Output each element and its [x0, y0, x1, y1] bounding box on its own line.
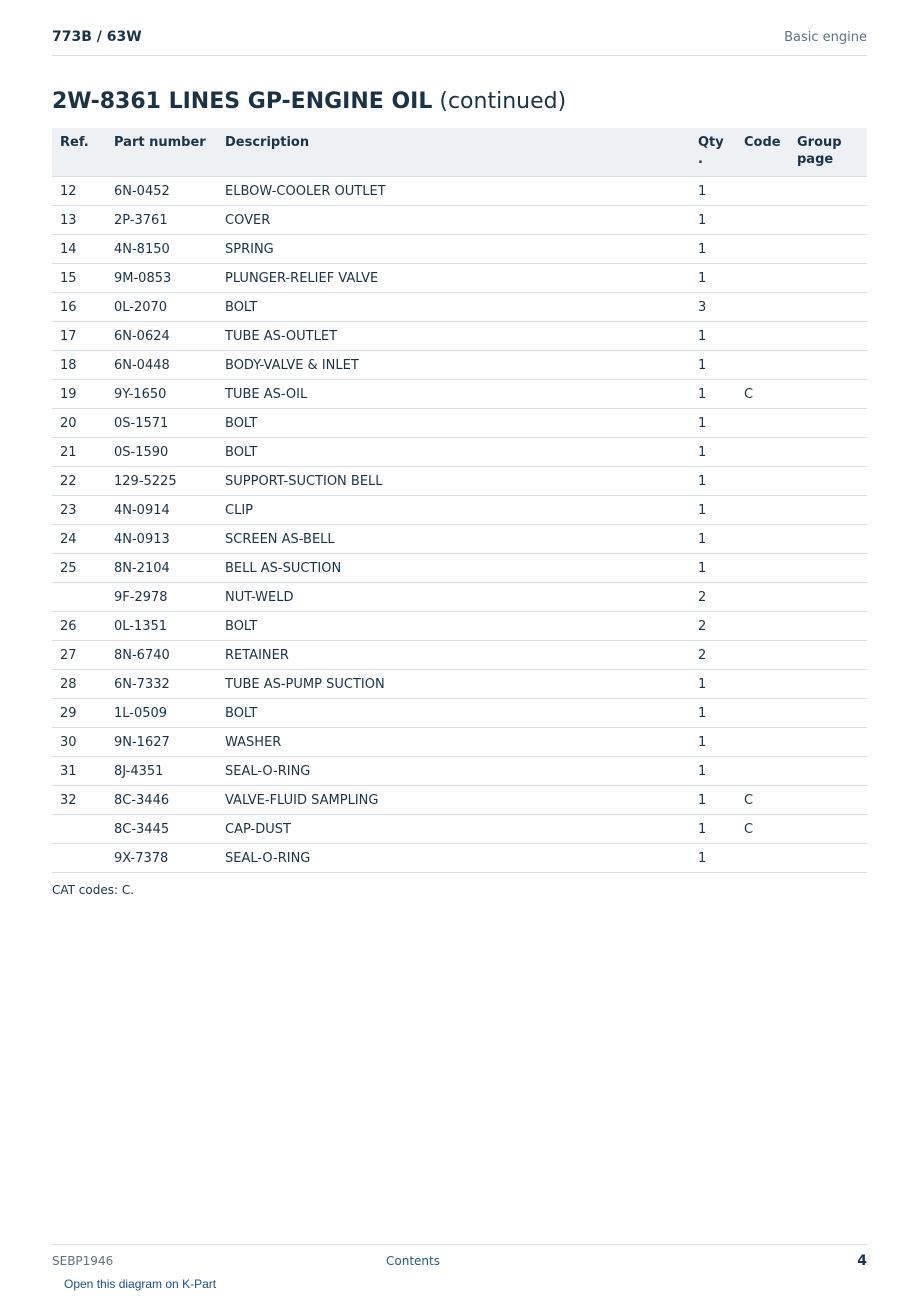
table-row [52, 235, 867, 264]
cell-group-page [789, 844, 867, 873]
cell-qty: 1 [690, 786, 736, 815]
cell-part-number: 0S-1590 [106, 438, 217, 467]
cell-code: C [736, 815, 789, 844]
cell-ref: 15 [52, 264, 106, 293]
table-row [52, 496, 867, 525]
cell-qty: 1 [690, 264, 736, 293]
cell-description: BODY-VALVE & INLET [217, 351, 690, 380]
cell-qty: 1 [690, 670, 736, 699]
cell-part-number: 6N-0624 [106, 322, 217, 351]
cell-qty: 2 [690, 641, 736, 670]
table-row [52, 554, 867, 583]
cell-ref: 23 [52, 496, 106, 525]
table-row [52, 409, 867, 438]
cell-ref: 21 [52, 438, 106, 467]
cell-group-page [789, 583, 867, 612]
cell-description: BOLT [217, 699, 690, 728]
table-row [52, 351, 867, 380]
cell-qty: 1 [690, 844, 736, 873]
cell-qty: 1 [690, 380, 736, 409]
cell-ref: 18 [52, 351, 106, 380]
cell-group-page [789, 496, 867, 525]
cell-description: BOLT [217, 612, 690, 641]
cell-group-page [789, 293, 867, 322]
cell-code [736, 525, 789, 554]
cell-part-number: 6N-0448 [106, 351, 217, 380]
table-body [52, 177, 867, 873]
cell-ref [52, 583, 106, 612]
cell-description: ELBOW-COOLER OUTLET [217, 177, 690, 206]
cell-group-page [789, 757, 867, 786]
cell-code [736, 844, 789, 873]
cell-group-page [789, 728, 867, 757]
column-header-description: Description [217, 128, 690, 177]
model-label: 773B / 63W [52, 29, 142, 45]
cell-qty: 1 [690, 177, 736, 206]
title-suffix: (continued) [439, 89, 567, 114]
cell-qty: 1 [690, 525, 736, 554]
cell-qty: 1 [690, 467, 736, 496]
cell-part-number: 6N-7332 [106, 670, 217, 699]
cell-ref: 28 [52, 670, 106, 699]
title-part: 2W-8361 LINES GP-ENGINE OIL [52, 89, 433, 114]
cell-ref: 20 [52, 409, 106, 438]
table-header-row [52, 128, 867, 177]
cell-group-page [789, 177, 867, 206]
table-row [52, 641, 867, 670]
cell-ref: 32 [52, 786, 106, 815]
cell-description: CAP-DUST [217, 815, 690, 844]
cell-group-page [789, 380, 867, 409]
cell-description: SEAL-O-RING [217, 757, 690, 786]
cell-description: SUPPORT-SUCTION BELL [217, 467, 690, 496]
cell-ref [52, 815, 106, 844]
table-row [52, 293, 867, 322]
cell-group-page [789, 322, 867, 351]
cell-ref: 13 [52, 206, 106, 235]
cell-description: WASHER [217, 728, 690, 757]
cell-code [736, 235, 789, 264]
cell-ref: 31 [52, 757, 106, 786]
cell-ref: 12 [52, 177, 106, 206]
cell-ref: 22 [52, 467, 106, 496]
cell-description: SPRING [217, 235, 690, 264]
contents-link[interactable]: Contents [386, 1254, 440, 1268]
cell-code [736, 757, 789, 786]
cell-code [736, 467, 789, 496]
cell-description: BOLT [217, 409, 690, 438]
cell-part-number: 8N-2104 [106, 554, 217, 583]
cell-code [736, 177, 789, 206]
cell-qty: 1 [690, 206, 736, 235]
cell-group-page [789, 264, 867, 293]
cell-part-number: 2P-3761 [106, 206, 217, 235]
cell-part-number: 129-5225 [106, 467, 217, 496]
cell-ref: 17 [52, 322, 106, 351]
table-row [52, 583, 867, 612]
cell-part-number: 1L-0509 [106, 699, 217, 728]
cell-part-number: 8C-3446 [106, 786, 217, 815]
cell-description: NUT-WELD [217, 583, 690, 612]
cell-part-number: 8J-4351 [106, 757, 217, 786]
cell-group-page [789, 786, 867, 815]
cell-ref: 16 [52, 293, 106, 322]
cell-group-page [789, 525, 867, 554]
cell-part-number: 4N-0914 [106, 496, 217, 525]
section-label: Basic engine [784, 30, 867, 45]
cell-part-number: 9Y-1650 [106, 380, 217, 409]
cell-part-number: 0L-2070 [106, 293, 217, 322]
cell-description: CLIP [217, 496, 690, 525]
table-row [52, 612, 867, 641]
table-row [52, 728, 867, 757]
cell-code [736, 409, 789, 438]
cell-ref: 29 [52, 699, 106, 728]
table-row [52, 322, 867, 351]
cell-description: COVER [217, 206, 690, 235]
cell-description: TUBE AS-OUTLET [217, 322, 690, 351]
cell-qty: 3 [690, 293, 736, 322]
column-header-code: Code [736, 128, 789, 177]
cell-part-number: 9M-0853 [106, 264, 217, 293]
cell-ref: 25 [52, 554, 106, 583]
cell-description: TUBE AS-PUMP SUCTION [217, 670, 690, 699]
cell-group-page [789, 206, 867, 235]
cell-part-number: 4N-0913 [106, 525, 217, 554]
cell-group-page [789, 438, 867, 467]
cell-code: C [736, 786, 789, 815]
cell-group-page [789, 467, 867, 496]
table-row [52, 757, 867, 786]
cell-ref: 19 [52, 380, 106, 409]
table-row [52, 786, 867, 815]
cell-part-number: 0L-1351 [106, 612, 217, 641]
cell-qty: 1 [690, 728, 736, 757]
table-row [52, 844, 867, 873]
cell-group-page [789, 699, 867, 728]
cell-code [736, 612, 789, 641]
cell-qty: 1 [690, 699, 736, 728]
cell-ref: 27 [52, 641, 106, 670]
column-header-ref: Ref. [52, 128, 106, 177]
cell-qty: 1 [690, 235, 736, 264]
cell-code [736, 264, 789, 293]
cat-codes-note: CAT codes: C. [52, 883, 135, 897]
column-header-qty: Qty . [690, 128, 736, 177]
table-row [52, 467, 867, 496]
table-row [52, 699, 867, 728]
cell-group-page [789, 670, 867, 699]
cell-description: VALVE-FLUID SAMPLING [217, 786, 690, 815]
cell-ref: 30 [52, 728, 106, 757]
cell-ref: 14 [52, 235, 106, 264]
cell-group-page [789, 409, 867, 438]
cell-group-page [789, 351, 867, 380]
cell-code [736, 728, 789, 757]
cell-qty: 1 [690, 351, 736, 380]
table-row [52, 206, 867, 235]
cell-code [736, 351, 789, 380]
parts-table [52, 128, 867, 873]
cell-description: PLUNGER-RELIEF VALVE [217, 264, 690, 293]
cell-group-page [789, 554, 867, 583]
cell-qty: 1 [690, 757, 736, 786]
cell-ref: 26 [52, 612, 106, 641]
cell-part-number: 9X-7378 [106, 844, 217, 873]
column-header-part-number: Part number [106, 128, 217, 177]
cell-code [736, 438, 789, 467]
cell-ref: 24 [52, 525, 106, 554]
cell-qty: 1 [690, 554, 736, 583]
kpart-link[interactable]: Open this diagram on K-Part [64, 1277, 217, 1291]
cell-group-page [789, 612, 867, 641]
cell-code [736, 554, 789, 583]
cell-code [736, 699, 789, 728]
cell-group-page [789, 235, 867, 264]
cell-qty: 1 [690, 815, 736, 844]
cell-part-number: 0S-1571 [106, 409, 217, 438]
cell-qty: 1 [690, 496, 736, 525]
cell-description: BOLT [217, 293, 690, 322]
document-id: SEBP1946 [52, 1254, 114, 1268]
page-footer [52, 1244, 867, 1269]
cell-part-number: 9N-1627 [106, 728, 217, 757]
cell-description: BOLT [217, 438, 690, 467]
cell-group-page [789, 815, 867, 844]
cell-qty: 1 [690, 322, 736, 351]
cell-part-number: 9F-2978 [106, 583, 217, 612]
cell-group-page [789, 641, 867, 670]
cell-description: BELL AS-SUCTION [217, 554, 690, 583]
cell-qty: 1 [690, 409, 736, 438]
page-header [52, 28, 867, 56]
table-row [52, 264, 867, 293]
cell-qty: 2 [690, 612, 736, 641]
table-row [52, 815, 867, 844]
table-row [52, 438, 867, 467]
cell-description: RETAINER [217, 641, 690, 670]
cell-code: C [736, 380, 789, 409]
cell-part-number: 8C-3445 [106, 815, 217, 844]
table-row [52, 525, 867, 554]
cell-code [736, 293, 789, 322]
cell-qty: 1 [690, 438, 736, 467]
page-number: 4 [857, 1253, 867, 1269]
cell-part-number: 4N-8150 [106, 235, 217, 264]
cell-code [736, 670, 789, 699]
cell-description: SCREEN AS-BELL [217, 525, 690, 554]
cell-code [736, 583, 789, 612]
cell-part-number: 6N-0452 [106, 177, 217, 206]
cell-part-number: 8N-6740 [106, 641, 217, 670]
table-row [52, 380, 867, 409]
cell-code [736, 641, 789, 670]
cell-ref [52, 844, 106, 873]
cell-description: TUBE AS-OIL [217, 380, 690, 409]
table-row [52, 670, 867, 699]
page-title [52, 89, 566, 114]
column-header-group-page: Group page [789, 128, 867, 177]
cell-code [736, 206, 789, 235]
cell-code [736, 322, 789, 351]
cell-description: SEAL-O-RING [217, 844, 690, 873]
cell-qty: 2 [690, 583, 736, 612]
table-row [52, 177, 867, 206]
cell-code [736, 496, 789, 525]
